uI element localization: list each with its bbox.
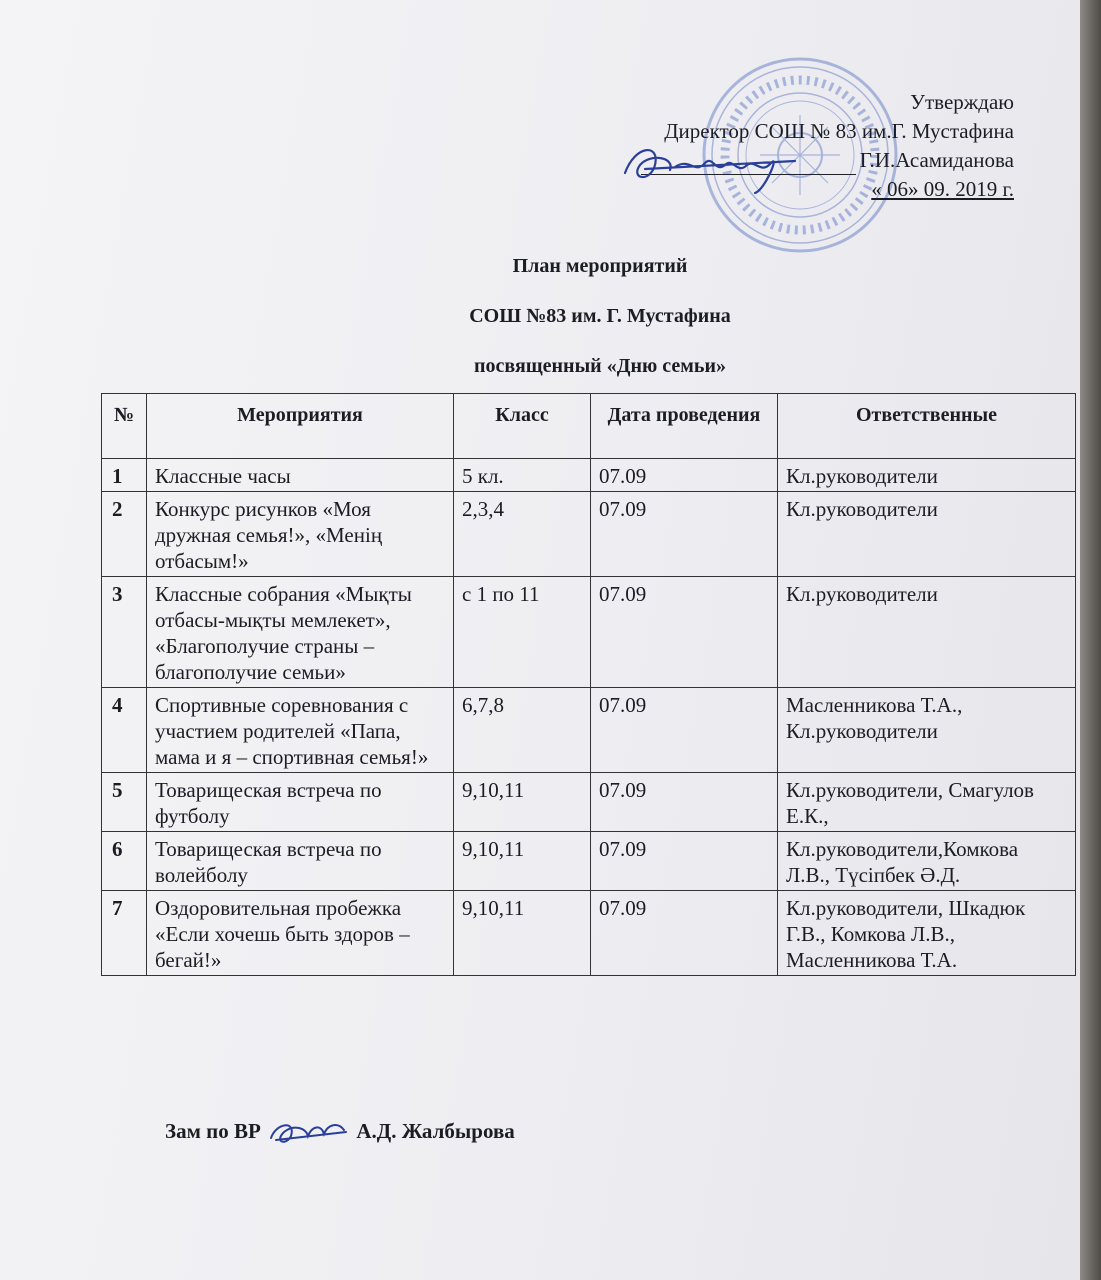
page-edge-shadow	[1080, 0, 1101, 1280]
document-title-block	[250, 248, 950, 398]
row-event: Классные часы	[147, 459, 454, 492]
row-number: 6	[102, 832, 147, 891]
approval-date: « 06» 09. 2019 г.	[871, 177, 1014, 201]
title-line-3: посвященный «Дню семьи»	[474, 355, 726, 377]
table-row	[102, 459, 1076, 492]
row-date: 07.09	[591, 577, 778, 688]
row-event: Оздоровительная пробежка «Если хочешь быть здоров – бегай!»	[147, 891, 454, 976]
row-event: Спортивные соревнования с участием родителей «Папа, мама и я – спортивная семья!»	[147, 688, 454, 773]
row-class: 9,10,11	[454, 891, 591, 976]
row-class: 2,3,4	[454, 492, 591, 577]
approval-position: Директор СОШ № 83 им.Г. Мустафина	[664, 119, 1014, 143]
row-responsible: Масленникова Т.А., Кл.руководители	[778, 688, 1076, 773]
table-row	[102, 688, 1076, 773]
row-class: 9,10,11	[454, 773, 591, 832]
footer-name: А.Д. Жалбырова	[356, 1118, 515, 1143]
table-row	[102, 492, 1076, 577]
row-date: 07.09	[591, 832, 778, 891]
row-date: 07.09	[591, 891, 778, 976]
row-number: 3	[102, 577, 147, 688]
row-responsible: Кл.руководители	[778, 492, 1076, 577]
row-date: 07.09	[591, 459, 778, 492]
row-responsible: Кл.руководители, Смагулов Е.К.,	[778, 773, 1076, 832]
deputy-signature	[266, 1118, 351, 1148]
footer-signature-block	[165, 1118, 515, 1148]
row-class: 9,10,11	[454, 832, 591, 891]
header-class: Класс	[454, 394, 591, 459]
row-number: 4	[102, 688, 147, 773]
row-responsible: Кл.руководители,Комкова Л.В., Түсіпбек Ә.Д.	[778, 832, 1076, 891]
title-line-1: План мероприятий	[512, 255, 688, 277]
row-event: Товарищеская встреча по футболу	[147, 773, 454, 832]
row-date: 07.09	[591, 773, 778, 832]
approval-signatory-name: Г.И.Асамиданова	[859, 148, 1014, 172]
row-date: 07.09	[591, 688, 778, 773]
row-number: 7	[102, 891, 147, 976]
row-event: Товарищеская встреча по волейболу	[147, 832, 454, 891]
row-class: 6,7,8	[454, 688, 591, 773]
row-event: Классные собрания «Мықты отбасы-мықты мемлекет», «Благополучие страны – благополучие семьи»	[147, 577, 454, 688]
events-table	[101, 393, 1076, 976]
table-row	[102, 891, 1076, 976]
header-events: Мероприятия	[147, 394, 454, 459]
table-row	[102, 773, 1076, 832]
row-responsible: Кл.руководители	[778, 577, 1076, 688]
row-class: с 1 по 11	[454, 577, 591, 688]
header-number: №	[102, 394, 147, 459]
row-responsible: Кл.руководители	[778, 459, 1076, 492]
table-row	[102, 577, 1076, 688]
header-responsible: Ответственные	[778, 394, 1076, 459]
footer-role: Зам по ВР	[165, 1118, 261, 1143]
row-date: 07.09	[591, 492, 778, 577]
row-number: 5	[102, 773, 147, 832]
title-line-2: СОШ №83 им. Г. Мустафина	[469, 305, 731, 327]
row-number: 2	[102, 492, 147, 577]
header-date: Дата проведения	[591, 394, 778, 459]
table-row	[102, 832, 1076, 891]
approval-heading: Утверждаю	[910, 90, 1014, 114]
row-number: 1	[102, 459, 147, 492]
director-signature	[615, 135, 805, 195]
row-responsible: Кл.руководители, Шкадюк Г.В., Комкова Л.В., Масленникова Т.А.	[778, 891, 1076, 976]
row-class: 5 кл.	[454, 459, 591, 492]
row-event: Конкурс рисунков «Моя дружная семья!», «Менің отбасым!»	[147, 492, 454, 577]
table-header-row	[102, 394, 1076, 459]
